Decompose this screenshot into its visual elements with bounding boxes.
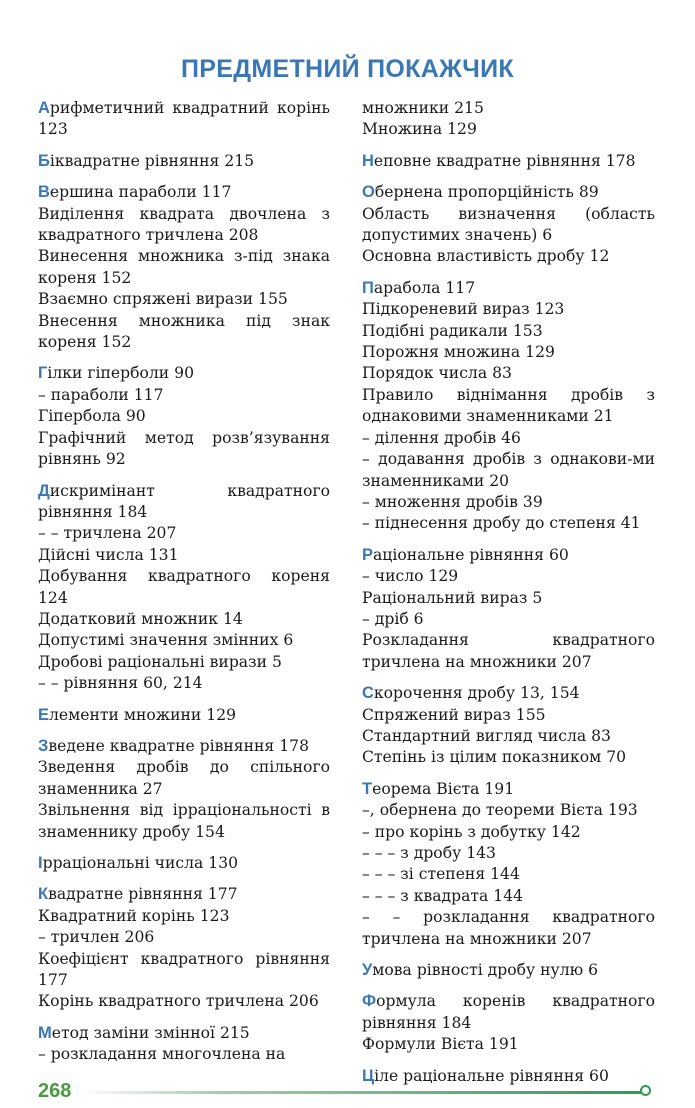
- index-entry-text: ершина параболи 117: [49, 183, 232, 202]
- index-entry: Взаємно спряжені вирази 155: [38, 290, 288, 309]
- index-entry: Дійсні числа 131: [38, 545, 179, 564]
- index-entry: [362, 278, 655, 299]
- index-entry: – параболи 117: [38, 385, 164, 404]
- index-letter-group: [38, 151, 330, 172]
- page-title: ПРЕДМЕТНИЙ ПОКАЖЧИК: [181, 55, 514, 83]
- index-entry: – – тричлена 207: [38, 524, 177, 543]
- index-entry-text: еповне квадратне рівняння 178: [373, 151, 636, 170]
- index-entry: [362, 991, 655, 1034]
- index-entry: Дробові раціональні вирази 5: [38, 652, 282, 671]
- index-entry: – – – з квадрата 144: [362, 886, 524, 905]
- index-initial-letter: Ф: [362, 992, 377, 1011]
- index-letter-group: [362, 545, 655, 673]
- index-letter-group: [38, 182, 330, 353]
- index-entry: [38, 363, 330, 384]
- index-entry: [362, 683, 655, 704]
- index-entry: [38, 705, 330, 726]
- index-entry: Коефіцієнт квадратного рівняння 177: [38, 949, 330, 990]
- index-entry: Розкладання квадратного тричлена на множники 207: [362, 631, 655, 671]
- index-entry-text: аціональне рівняння 60: [373, 545, 569, 564]
- index-entry-text: іле раціональне рівняння 60: [374, 1066, 609, 1085]
- index-entry: – – – з дробу 143: [362, 844, 496, 862]
- index-entry: – розкладання многочлена на: [38, 1045, 286, 1064]
- index-entry: Спряжений вираз 155: [362, 705, 546, 724]
- index-entry: – тричлен 206: [38, 928, 155, 947]
- index-entry: [38, 481, 330, 524]
- index-initial-letter: Р: [362, 545, 374, 564]
- index-entry-text: мова рівності дробу нулю 6: [372, 961, 599, 980]
- index-entry: Порядок числа 83: [362, 364, 512, 383]
- index-entry: Підкореневий вираз 123: [362, 300, 565, 319]
- index-entry: Основна властивість дробу 12: [362, 247, 610, 266]
- index-entry: [38, 98, 330, 141]
- index-entry-text: корочення дробу 13, 154: [373, 684, 580, 703]
- index-entry: – – – зі степеня 144: [362, 865, 520, 884]
- index-initial-letter: Г: [38, 364, 48, 383]
- index-entry: Порожня множина 129: [362, 343, 555, 362]
- index-entry-text: ведене квадратне рівняння 178: [48, 736, 309, 755]
- index-entry: – ділення дробів 46: [362, 428, 521, 447]
- index-letter-group: [38, 1023, 330, 1066]
- index-entry: Додатковий множник 14: [38, 609, 243, 628]
- index-entry: Графічний метод розв’язування рівнянь 92: [38, 428, 330, 469]
- index-letter-group: [38, 98, 330, 141]
- index-initial-letter: М: [38, 1023, 52, 1042]
- index-entry-text: искримінант квадратного рівняння 184: [38, 481, 330, 521]
- index-letter-group: [38, 736, 330, 843]
- index-entry: – – розкладання квадратного тричлена на множники 207: [362, 908, 655, 948]
- index-initial-letter: Н: [362, 151, 374, 170]
- index-initial-letter: Ц: [362, 1066, 375, 1085]
- index-letter-group: [362, 278, 655, 535]
- index-letter-group: [38, 884, 330, 1012]
- index-entry-text: бернена пропорційність 89: [374, 183, 599, 202]
- index-entry: Множина 129: [362, 120, 477, 139]
- index-entry-text: арабола 117: [373, 278, 476, 297]
- index-entry: – число 129: [362, 567, 459, 586]
- index-entry: Допустимі значення змінних 6: [38, 631, 294, 650]
- index-letter-group: [362, 1066, 655, 1087]
- footer-rule: [78, 1091, 641, 1094]
- index-letter-group: [362, 98, 655, 141]
- index-letter-group: [362, 182, 655, 268]
- index-entry-text: вадратне рівняння 177: [48, 885, 238, 904]
- index-initial-letter: Е: [38, 705, 50, 724]
- index-entry: – – рівняння 60, 214: [38, 674, 203, 693]
- index-entry: Винесення множника з-під знака кореня 152: [38, 247, 330, 287]
- index-entry: – про корінь з добутку 142: [362, 822, 581, 841]
- index-letter-group: [362, 991, 655, 1055]
- index-initial-letter: В: [38, 183, 50, 202]
- index-entry-text: лементи множини 129: [49, 705, 237, 724]
- index-entry: Формули Вієта 191: [362, 1035, 519, 1054]
- page-number: 268: [38, 1080, 72, 1102]
- index-entry: множники 215: [362, 99, 484, 117]
- index-entry-text: ормула коренів квадратного рівняння 184: [362, 992, 655, 1032]
- index-entry: [362, 151, 655, 172]
- index-initial-letter: Д: [38, 481, 50, 500]
- index-entry-text: етод заміни змінної 215: [51, 1023, 250, 1042]
- index-entry: Квадратний корінь 123: [38, 906, 230, 925]
- index-letter-group: [362, 779, 655, 950]
- index-entry: [38, 736, 330, 757]
- index-initial-letter: Б: [38, 151, 50, 170]
- index-entry: – піднесення дробу до степеня 41: [362, 514, 641, 533]
- index-entry: [38, 182, 330, 203]
- index-entry: [38, 151, 330, 172]
- index-entry: Зведення дробів до спільного знаменника 27: [38, 758, 330, 798]
- index-entry: –, обернена до теореми Вієта 193: [362, 801, 638, 820]
- index-initial-letter: Т: [362, 779, 373, 798]
- index-initial-letter: С: [362, 684, 374, 703]
- index-entry: [38, 1023, 330, 1044]
- index-entry: [362, 960, 655, 981]
- index-entry: [362, 1066, 655, 1087]
- index-letter-group: [38, 705, 330, 726]
- index-entry: [38, 884, 330, 905]
- index-initial-letter: О: [362, 183, 375, 202]
- index-column-right: [362, 98, 655, 1097]
- index-entry: Степінь із цілим показником 70: [362, 748, 627, 767]
- index-entry-text: ілки гіперболи 90: [47, 364, 194, 383]
- footer-circle-icon: [640, 1085, 651, 1096]
- index-entry: [38, 853, 330, 874]
- index-initial-letter: А: [38, 99, 50, 117]
- index-entry: Корінь квадратного тричлена 206: [38, 992, 319, 1011]
- index-entry: Внесення множника під знак кореня 152: [38, 311, 330, 352]
- index-entry-text: іквадратне рівняння 215: [49, 151, 255, 170]
- index-initial-letter: К: [38, 885, 49, 904]
- index-entry-text: рраціональні числа 130: [42, 854, 239, 872]
- index-entry: Стандартний вигляд числа 83: [362, 726, 611, 745]
- index-entry: [362, 779, 655, 800]
- index-entry: Подібні радикали 153: [362, 321, 543, 340]
- index-letter-group: [38, 481, 330, 695]
- index-entry: Звільнення від ірраціональності в знаменнику дробу 154: [38, 801, 330, 841]
- index-initial-letter: У: [362, 961, 373, 980]
- index-entry: [362, 545, 655, 566]
- index-entry: [362, 182, 655, 203]
- index-entry: Область визначення (область допустимих значень) 6: [362, 204, 655, 245]
- index-entry: – множення дробів 39: [362, 492, 543, 511]
- index-letter-group: [362, 683, 655, 769]
- index-entry: – дріб 6: [362, 609, 424, 628]
- index-column-left: [38, 98, 330, 1076]
- index-initial-letter: І: [38, 854, 43, 872]
- index-entry: Гіпербола 90: [38, 407, 146, 426]
- index-entry: – додавання дробів з однакови-ми знаменниками 20: [362, 450, 655, 490]
- index-entry: Правило віднімання дробів з однаковими знаменниками 21: [362, 385, 655, 426]
- index-initial-letter: З: [38, 736, 49, 755]
- index-entry: Раціональний вираз 5: [362, 588, 543, 607]
- index-letter-group: [38, 853, 330, 874]
- index-letter-group: [38, 363, 330, 470]
- index-entry: Добування квадратного кореня 124: [38, 567, 330, 607]
- index-entry-text: еорема Вієта 191: [372, 779, 515, 798]
- index-initial-letter: П: [362, 278, 374, 297]
- index-entry-text: рифметичний квадратний корінь 123: [38, 99, 330, 139]
- index-letter-group: [362, 151, 655, 172]
- index-entry: Виділення квадрата двочлена з квадратного тричлена 208: [38, 204, 330, 245]
- index-letter-group: [362, 960, 655, 981]
